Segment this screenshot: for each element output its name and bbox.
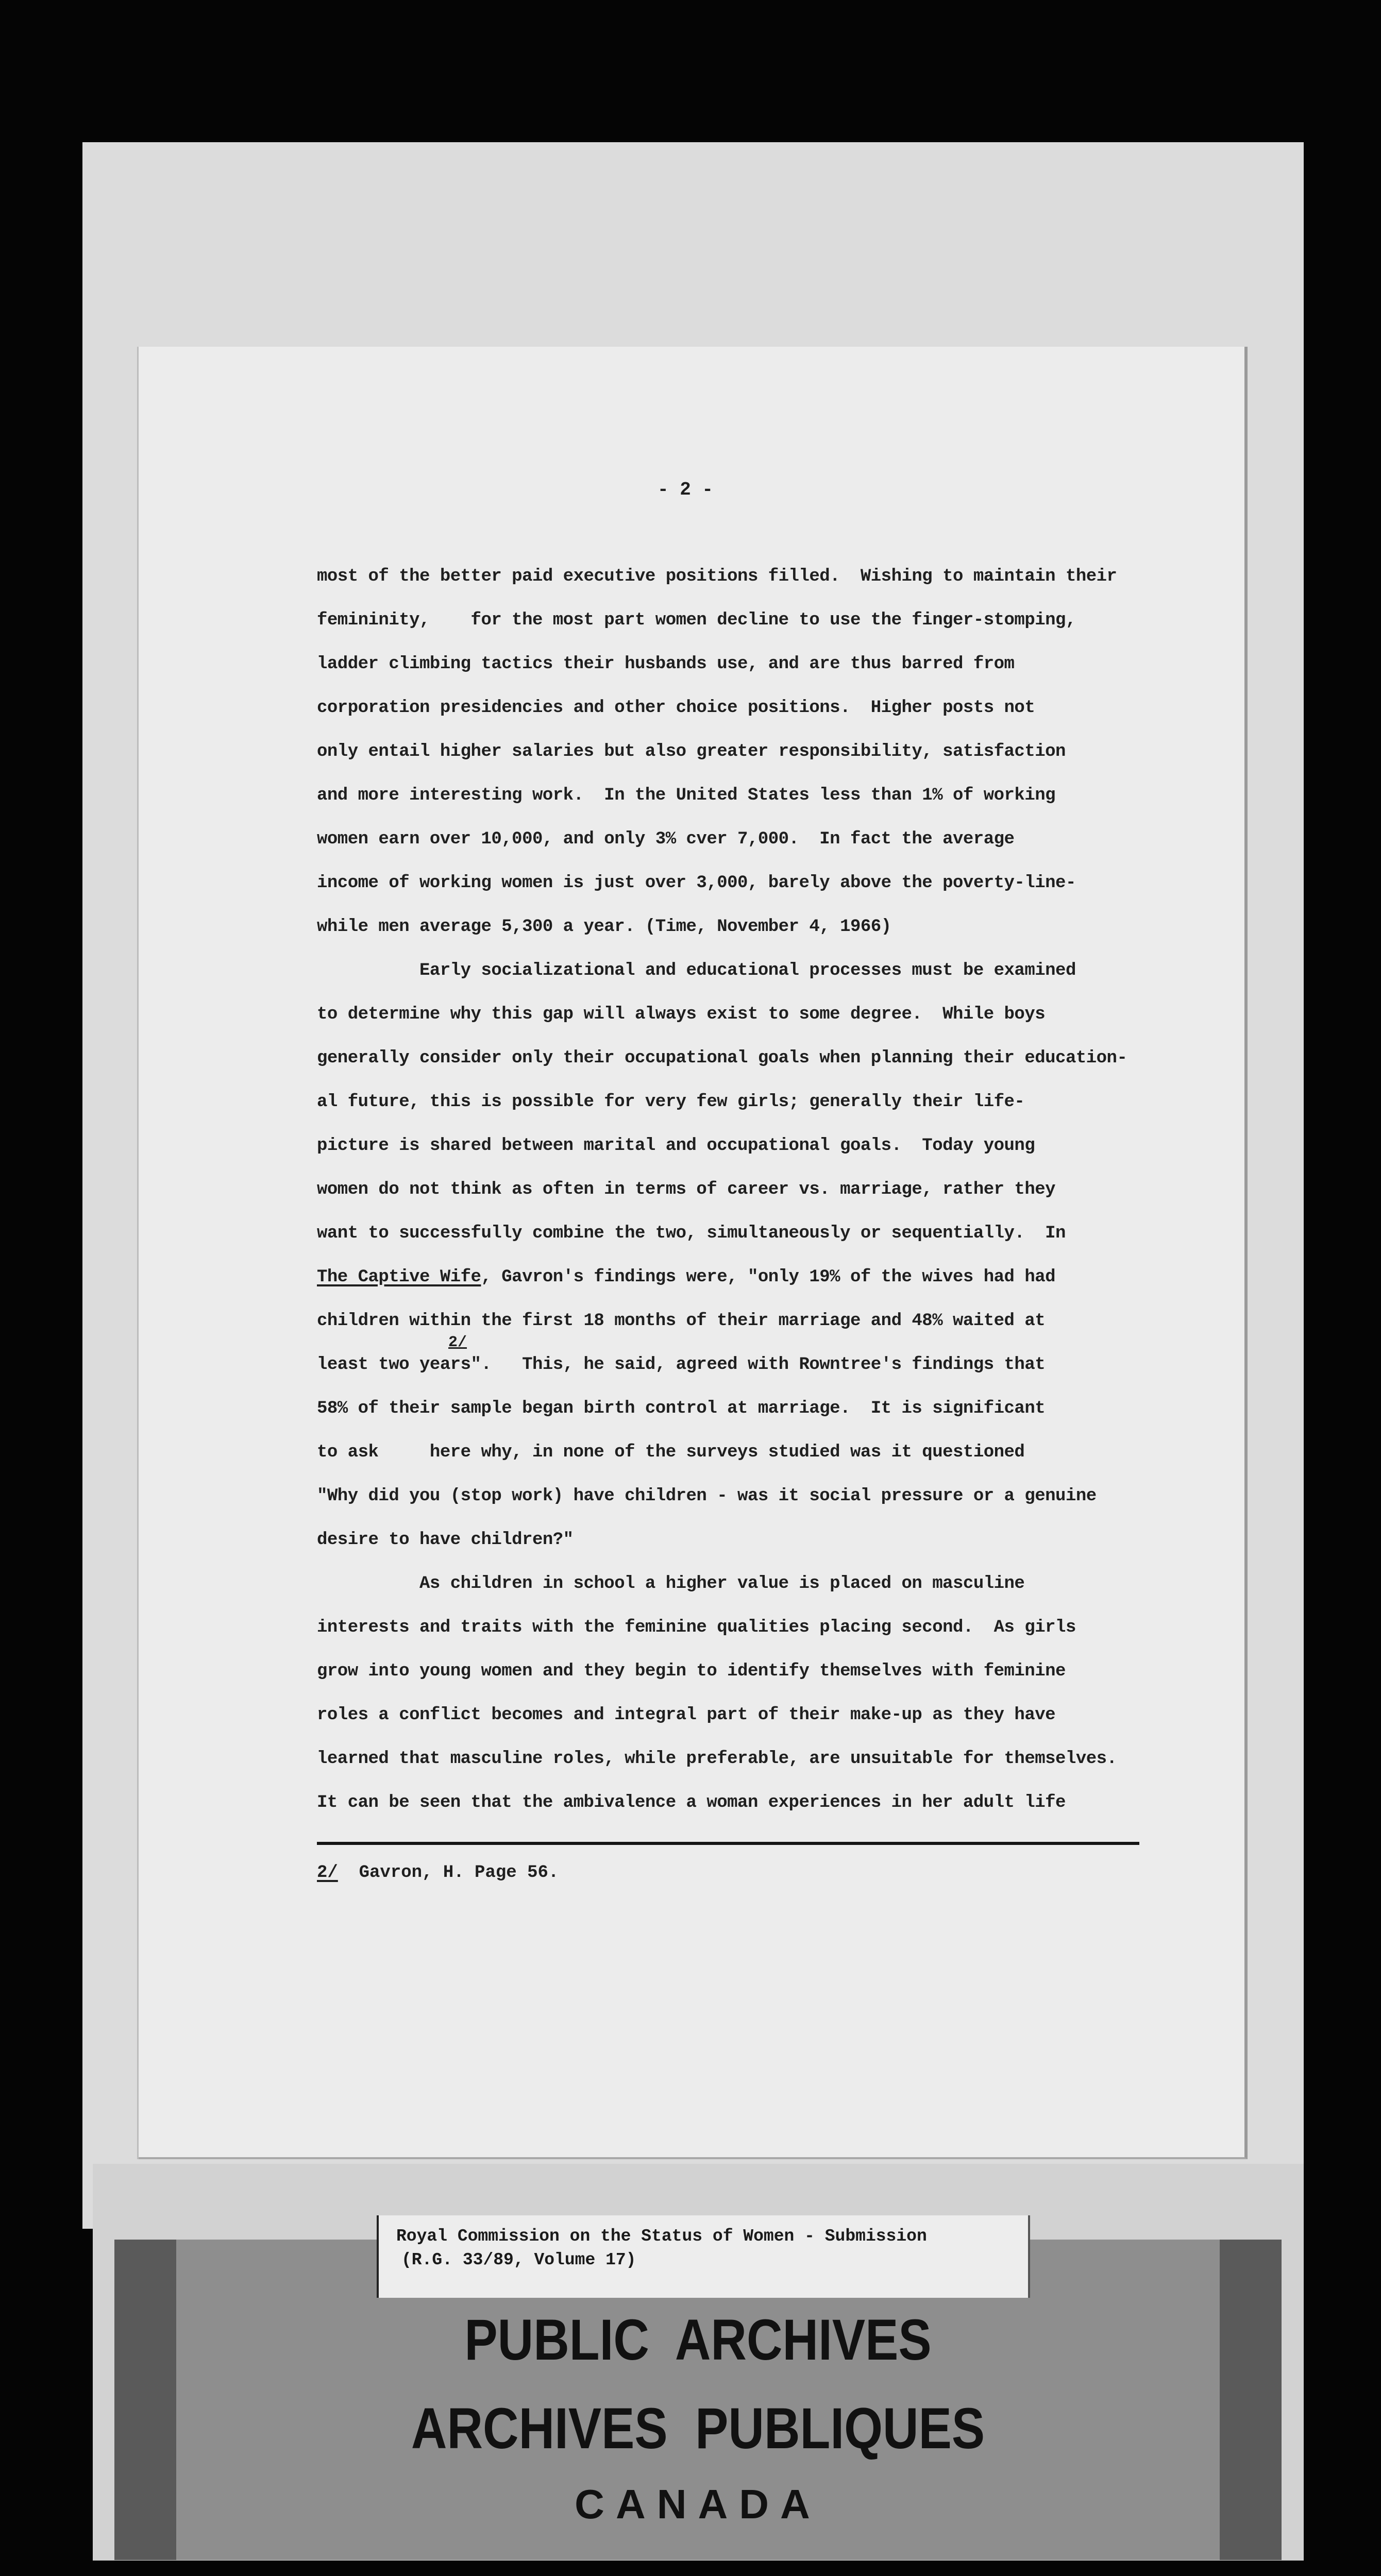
footnote-reference: 2/ <box>448 1334 467 1351</box>
plate-right-edge <box>1220 2240 1282 2560</box>
text-line: "Why did you (stop work) have children - was it social pressure or a genuine <box>317 1486 1097 1506</box>
archive-label <box>377 2215 1030 2298</box>
text-line: want to successfully combine the two, simultaneously or sequentially. In <box>317 1224 1066 1243</box>
footnote-divider <box>317 1842 1139 1845</box>
text-line: ladder climbing tactics their husbands use, and are thus barred from <box>317 654 1015 674</box>
footnote-text: Gavron, H. Page 56. <box>338 1863 559 1883</box>
text-line: corporation presidencies and other choice positions. Higher posts not <box>317 698 1035 718</box>
text-line: income of working women is just over 3,000, barely above the poverty-line- <box>317 873 1076 893</box>
text-line: Early socializational and educational processes must be examined <box>317 961 1076 980</box>
archive-label-title: Royal Commission on the Status of Women - Submission <box>396 2227 927 2246</box>
text-line <box>317 1267 1055 1287</box>
text-line: desire to have children?" <box>317 1530 574 1550</box>
book-title: The Captive Wife <box>317 1267 481 1287</box>
text-line: and more interesting work. In the United States less than 1% of working <box>317 786 1056 805</box>
text-line: picture is shared between marital and occupational goals. Today young <box>317 1136 1035 1156</box>
text-line: roles a conflict becomes and integral part of their make-up as they have <box>317 1705 1056 1725</box>
text-line: interests and traits with the feminine qualities placing second. As girls <box>317 1618 1076 1637</box>
text-line: As children in school a higher value is placed on masculine <box>317 1574 1025 1594</box>
text-line: women do not think as often in terms of career vs. marriage, rather they <box>317 1180 1056 1199</box>
text-line: 58% of their sample began birth control at marriage. It is significant <box>317 1399 1046 1418</box>
text-line: femininity, for the most part women decline to use the finger-stomping, <box>317 611 1076 630</box>
archive-plate-line-1: PUBLIC ARCHIVES <box>464 2308 932 2372</box>
text-line: grow into young women and they begin to identify themselves with feminine <box>317 1662 1066 1681</box>
archive-plate-line-3: CANADA <box>575 2481 821 2527</box>
text-line: generally consider only their occupational goals when planning their education- <box>317 1048 1127 1068</box>
text-line: while men average 5,300 a year. (Time, November 4, 1966) <box>317 917 891 937</box>
text-line: to ask here why, in none of the surveys studied was it questioned <box>317 1443 1025 1462</box>
archive-plate-line-2: ARCHIVES PUBLIQUES <box>411 2396 985 2461</box>
text-segment: , Gavron's findings were, "only 19% of the wives had had <box>481 1267 1056 1287</box>
text-line: children within the first 18 months of their marriage and 48% waited at <box>317 1311 1046 1331</box>
footnote-marker: 2/ <box>317 1863 338 1883</box>
text-line: al future, this is possible for very few girls; generally their life- <box>317 1092 1025 1112</box>
text-line: women earn over 10,000, and only 3% cver 7,000. In fact the average <box>317 829 1015 849</box>
text-line: most of the better paid executive positions filled. Wishing to maintain their <box>317 567 1117 586</box>
page-number: - 2 - <box>657 479 714 500</box>
text-line: only entail higher salaries but also greater responsibility, satisfaction <box>317 742 1066 761</box>
text-line: to determine why this gap will always exist to some degree. While boys <box>317 1005 1046 1024</box>
footnote <box>317 1862 559 1883</box>
plate-left-edge <box>114 2240 176 2560</box>
text-line: learned that masculine roles, while preferable, are unsuitable for themselves. <box>317 1749 1117 1769</box>
archive-label-reference: (R.G. 33/89, Volume 17) <box>401 2250 636 2269</box>
text-line: least two years". This, he said, agreed with Rowntree's findings that <box>317 1355 1046 1375</box>
text-line: It can be seen that the ambivalence a woman experiences in her adult life <box>317 1793 1066 1812</box>
